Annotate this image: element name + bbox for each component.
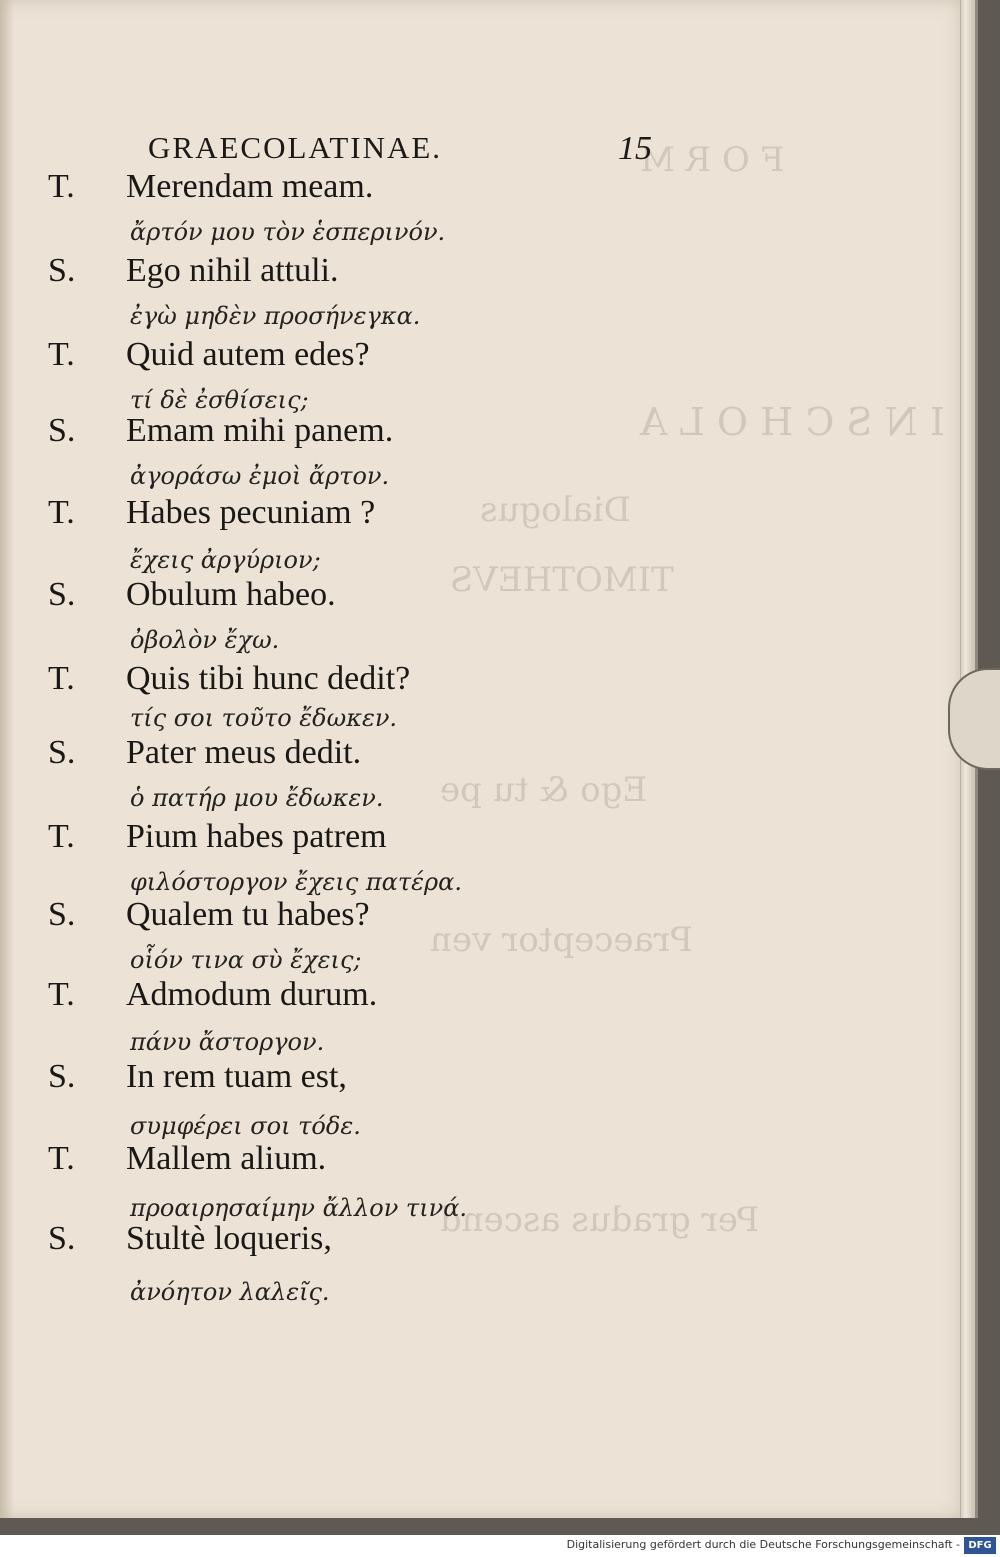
speaker-label: T. — [48, 168, 75, 205]
bleed-through-text: Ego & tu pe — [440, 770, 648, 810]
latin-line: In rem tuam est, — [126, 1058, 347, 1095]
bleed-through-text: F O R M — [640, 140, 785, 180]
greek-line: ἀνόητον λαλεῖς. — [130, 1278, 330, 1306]
funding-credit: Digitalisierung gefördert durch die Deutsche Forschungsgemeinschaft - — [566, 1538, 960, 1551]
greek-line: συμφέρει σοι τόδε. — [130, 1112, 361, 1140]
speaker-label: T. — [48, 1140, 75, 1177]
dfg-logo: DFG — [964, 1537, 996, 1554]
bleed-through-text: TIMOTHEVS — [450, 560, 674, 600]
greek-line: τίς σοι τοῦτο ἔδωκεν. — [130, 704, 398, 732]
page-number: 15 — [618, 130, 652, 167]
bleed-through-text: Per gradus ascend — [440, 1200, 760, 1240]
speaker-label: S. — [48, 1058, 76, 1095]
running-head-title: GRAECOLATINAE. — [148, 130, 443, 165]
digitization-footer — [0, 1535, 1000, 1557]
latin-line: Emam mihi panem. — [126, 412, 394, 449]
speaker-label: S. — [48, 576, 76, 613]
speaker-label: S. — [48, 1220, 76, 1257]
speaker-label: T. — [48, 660, 75, 697]
latin-line: Ego nihil attuli. — [126, 252, 339, 289]
greek-line: ὀβολὸν ἔχω. — [130, 626, 280, 654]
greek-line: ἐγὼ μηδὲν προσήνεγκα. — [130, 302, 421, 330]
speaker-label: S. — [48, 252, 76, 289]
latin-line: Quid autem edes? — [126, 336, 370, 373]
bleed-through-text: Praeceptor ven — [430, 920, 693, 960]
greek-line: ὁ πατήρ μου ἔδωκεν. — [130, 784, 384, 812]
speaker-label: T. — [48, 818, 75, 855]
speaker-label: T. — [48, 336, 75, 373]
latin-line: Stultè loqueris, — [126, 1220, 332, 1257]
greek-line: φιλόστοργον ἔχεις πατέρα. — [130, 868, 462, 896]
latin-line: Qualem tu habes? — [126, 896, 370, 933]
latin-line: Mallem alium. — [126, 1140, 327, 1177]
latin-line: Habes pecuniam ? — [126, 494, 376, 531]
latin-line: Quis tibi hunc dedit? — [126, 660, 411, 697]
bleed-through-text: I N S C H O L A — [640, 400, 945, 444]
speaker-label: T. — [48, 976, 75, 1013]
speaker-label: S. — [48, 412, 76, 449]
latin-line: Pater meus dedit. — [126, 734, 362, 771]
speaker-label: S. — [48, 734, 76, 771]
greek-line: οἷόν τινα σὺ ἔχεις; — [130, 946, 362, 974]
bleed-through-text: Dialogus — [480, 490, 631, 530]
greek-line: ἀγοράσω ἐμοὶ ἄρτον. — [130, 462, 390, 490]
speaker-label: T. — [48, 494, 75, 531]
latin-line: Pium habes patrem — [126, 818, 387, 855]
greek-line: ἔχεις ἀργύριον; — [130, 546, 321, 574]
latin-line: Merendam meam. — [126, 168, 374, 205]
latin-line: Obulum habeo. — [126, 576, 336, 613]
speaker-label: S. — [48, 896, 76, 933]
greek-line: τί δὲ ἐσθίσεις; — [130, 386, 309, 414]
greek-line: ἄρτόν μου τὸν ἑσπερινόν. — [130, 218, 446, 246]
greek-line: πάνυ ἄστοργον. — [130, 1028, 325, 1056]
latin-line: Admodum durum. — [126, 976, 378, 1013]
greek-line: προαιρησαίμην ἄλλον τινά. — [130, 1194, 468, 1222]
